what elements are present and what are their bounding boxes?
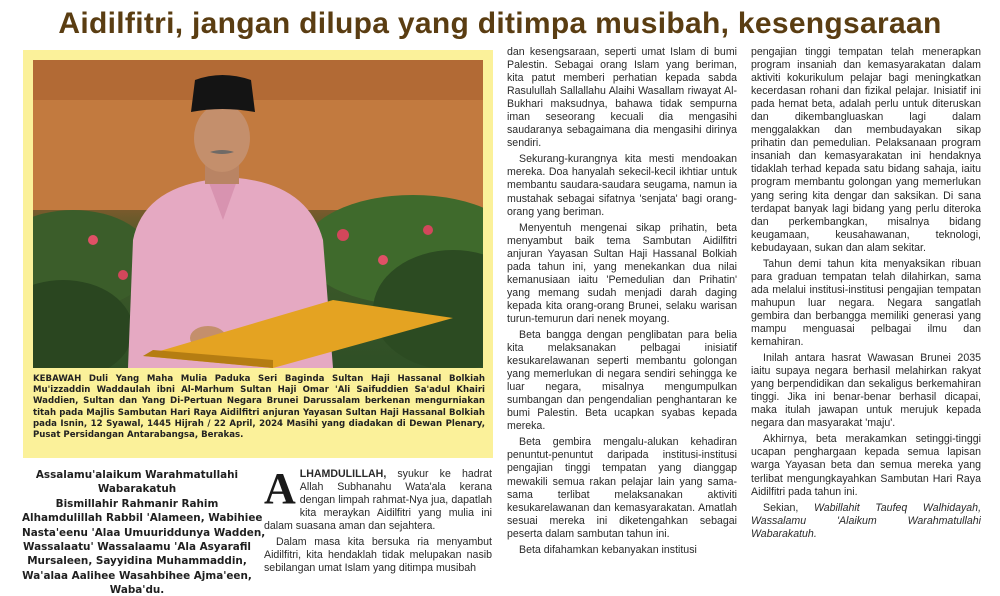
- greeting-line: Waba'du.: [109, 584, 165, 596]
- greeting-line: Wa'alaa Aalihee Wasahbihee Ajma'een,: [22, 569, 252, 582]
- article-paragraph: Beta gembira mengalu-alukan kehadiran penuntut-penuntut daripada institusi-institusi pengajian tinggi tempatan yang dianggap mewakili semua rakan pelajar lain yang sama-sama terlibat melaksanakan aktiviti kesukarelawanan dan kemasyarakatan. Amatlah sesuai mereka ini diketengahkan sebagai peserta dalam sambutan tahun ini.: [507, 436, 737, 540]
- article-paragraph: Beta difahamkan kebanyakan institusi: [519, 543, 697, 556]
- greeting-line: Alhamdulillah Rabbil 'Alameen, Wabihiee: [22, 512, 263, 525]
- article-column-2: [507, 46, 737, 596]
- greeting-line: Assalamu'alaikum Warahmatullahi: [35, 469, 239, 481]
- article-paragraph: Sekurang-kurangnya kita mesti mendoakan mereka. Doa hanyalah sekecil-kecil ikhtiar untuk membantu saudara-saudara seugama, namun ia mustahak sebagai sifatnya 'senjata' bagi orang-orang yang beriman.: [507, 153, 737, 218]
- article-paragraph: Tahun demi tahun kita menyaksikan ribuan para graduan tempatan telah dilahirkan, sama ada melalui institusi-institusi pengajian tempatan mahupun luar negara. Negara sangatlah gembira dan berbangga memiliki generasi yang mampu menguasai pelbagai ilmu dan kemahiran.: [751, 257, 981, 349]
- article-paragraph: [264, 468, 492, 533]
- headline: Aidilfitri, jangan dilupa yang ditimpa musibah, kesengsaraan: [58, 7, 942, 40]
- greeting-line: Wabarakatuh: [97, 483, 177, 496]
- greeting-line: Wassalaatu' Wassalaamu 'Ala Asyarafil: [23, 541, 251, 554]
- closing-prefix: Sekian,: [763, 501, 814, 514]
- paragraph-text: syukur ke hadrat Allah Subhanahu Wata'ala kerana dengan limpah rahmat-Nya jua, dapatlah kita meraykan Aidilfitri yang mulia ini dalam suasana aman dan sejahtera.: [264, 468, 492, 533]
- greeting-line: Nasta'eenu 'Alaa Umuuriddunya Wadden,: [22, 526, 266, 539]
- article-paragraph: Inilah antara hasrat Wawasan Brunei 2035 iaitu supaya negara berhasil melahirkan rakyat yang berpendidikan dan sekaligus berkemahiran tinggi. Jika ini benar-benar berhasil dicapai, maka itulah jawapan untuk merujuk kepada negara dan masyarakat 'maju'.: [751, 352, 981, 430]
- closing-paragraph: [751, 502, 981, 541]
- article-paragraph: dan kesengsaraan, seperti umat Islam di bumi Palestin. Sebagai orang Islam yang beriman, kita patut memberi perhatian kepada sabda Rasulullah Sallallahu Alaihi Wasallam riwayat Al-Bukhari maksudnya, bahawa tidak sempurna iman seseorang kecuali dia mengasihi saudaranya sebagaimana dia mengasihi dirinya sendiri.: [507, 46, 737, 150]
- lead-word: LHAMDULILLAH,: [299, 468, 387, 480]
- portrait-photo: [33, 60, 483, 368]
- photo-caption: KEBAWAH Duli Yang Maha Mulia Paduka Seri Baginda Sultan Haji Hassanal Bolkiah Mu'izzaddin Waddaulah ibni Al-Marhum Sultan Haji Omar 'Ali Saifuddien Sa'adul Khairi Waddien, Sultan dan Yang Di-Pertuan Negara Brunei Darussalam berkenan mengurniakan titah pada Majlis Sambutan Hari Raya Aidilfitri anjuran Yayasan Sultan Haji Hassanal Bolkiah pada Isnin, 12 Syawal, 1445 Hijrah / 22 April, 2024 Masihi yang diadakan di Dewan Plenary, Pusat Persidangan Antarabangsa, Berakas.: [33, 374, 485, 441]
- closing-salutation: Wabillahit Taufeq Walhidayah, Wassalamu 'Alaikum Warahmatullahi Wabarakatuh.: [751, 501, 981, 540]
- photo-caption-box: [23, 50, 493, 458]
- drop-cap: A: [264, 468, 296, 513]
- article-paragraph: Menyentuh mengenai sikap prihatin, beta menyambut baik tema Sambutan Aidilfitri anjuran Yayasan Sultan Haji Hassanal Bolkiah pada tahun ini, yang menekankan dua nilai kemanusiaan iaitu 'Pemedulian dan Prihatin' yang memang sudah menjadi darah daging kepada kita orang-orang Brunei, selaku warisan turun-temurun dari nenek moyang.: [507, 221, 737, 325]
- greeting-block: [22, 468, 266, 596]
- article-column-3: [751, 46, 981, 596]
- article-column-1: [264, 468, 492, 594]
- greeting-line: Mursaleen, Sayyidina Muhammaddin,: [27, 555, 247, 568]
- greeting-line: Bismillahir Rahmanir Rahim: [55, 497, 219, 510]
- article-paragraph: Beta bangga dengan penglibatan para belia kita melaksanakan pelbagai inisiatif kesukarelawanan seperti membantu golongan yang memerlukan di negara sendiri sehingga ke luar negara, misalnya mengumpulkan sumbangan dan pengendalian penghantaran ke bumi Palestin. Beta ucapkan syabas kepada mereka.: [507, 328, 737, 433]
- article-paragraph: Dalam masa kita bersuka ria menyambut Aidilfitri, kita hendaklah tidak melupakan nasib sebilangan umat Islam yang ditimpa musibah: [264, 536, 492, 575]
- portrait-illustration: [33, 60, 483, 368]
- article-paragraph: Akhirnya, beta merakamkan setinggi-tinggi ucapan penghargaan kepada semua lapisan warga Yayasan beta dan semua mereka yang terlibat mengungkayahkan Sambutan Hari Raya Aidilfitri pada tahun ini.: [751, 433, 981, 498]
- article-paragraph: pengajian tinggi tempatan telah menerapkan program insaniah dan kemasyarakatan dalam aktiviti kokurikulum pelajar bagi meningkatkan kecerdasan rohani dan fizikal pelajar. Inisiatif ini pada hemat beta, adalah perlu untuk diteruskan dan dikembangluaskan lagi dalam menggalakkan dan membudayakan sikap prihatin dan pemedulian. Pelaksanaan program insaniah dan kemasyarakatan ini hendaknya tidaklah terhad kepada satu bidang sahaja, iaitu program membantu golongan yang memerlukan yang sering kita dengar dan saksikan. Di sana terdapat banyak lagi bidang yang perlu diteroka dan perkembangkan, misalnya bidang keugamaan, keusahawanan, teknologi, kebudayaan, sukan dan alam sekitar.: [751, 46, 981, 254]
